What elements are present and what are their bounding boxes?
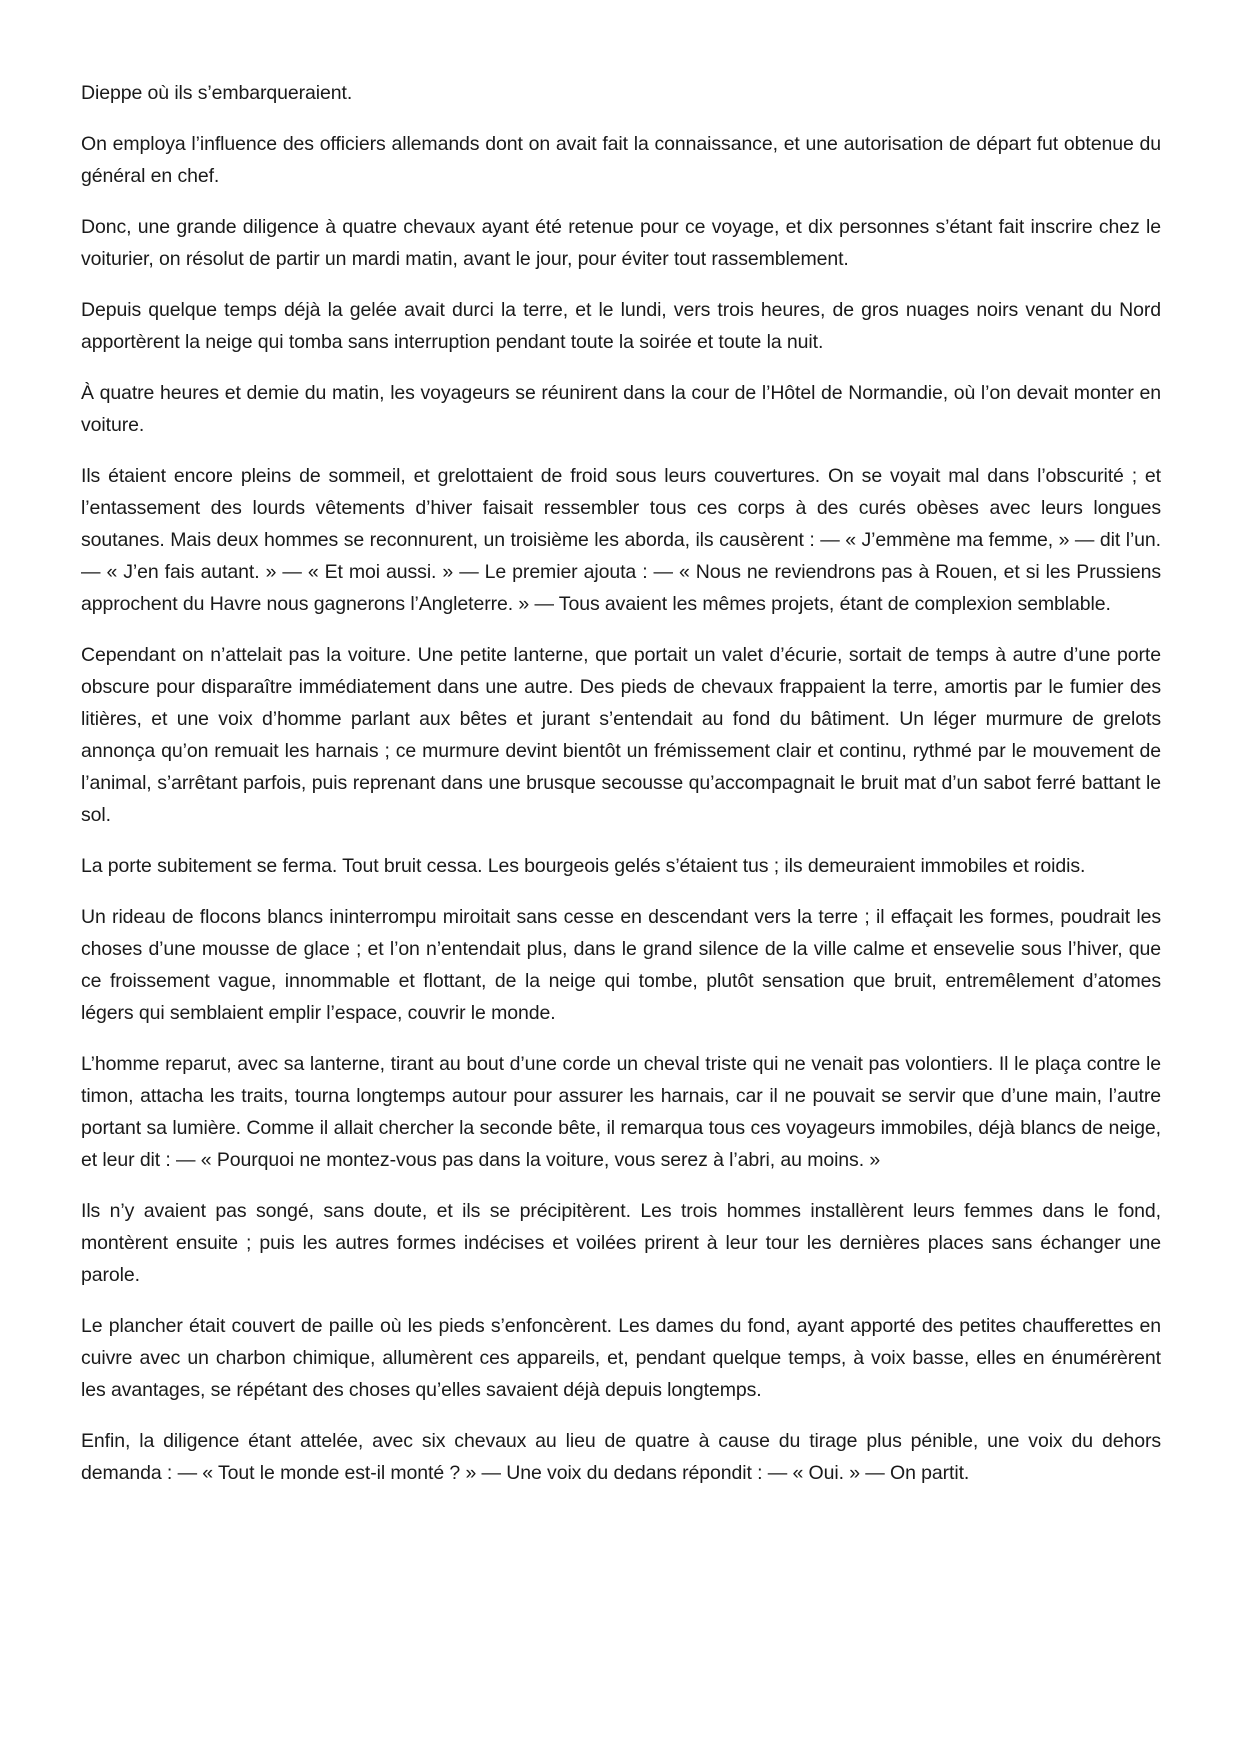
paragraph: Un rideau de flocons blancs ininterrompu miroitait sans cesse en descendant vers la terre ; il effaçait les formes, poudrait les choses d’une mousse de glace ; et l’on n’entendait plus, dans le grand silence de la ville calme et ensevelie sous l’hiver, que ce froissement vague, innommable et flottant, de la neige qui tombe, plutôt sensation que bruit, entremêlement d’atomes légers qui semblaient emplir l’espace, couvrir le monde. [81, 906, 1161, 1024]
paragraph: Depuis quelque temps déjà la gelée avait durci la terre, et le lundi, vers trois heures, de gros nuages noirs venant du Nord apportèrent la neige qui tomba sans interruption pendant toute la soirée et toute la nuit. [81, 299, 1161, 353]
paragraph: Ils étaient encore pleins de sommeil, et grelottaient de froid sous leurs couvertures. On se voyait mal dans l’obscurité ; et l’entassement des lourds vêtements d’hiver faisait ressembler tous ces corps à des curés obèses avec leurs longues soutanes. Mais deux hommes se reconnurent, un troisième les aborda, ils causèrent : — « J’emmène ma femme, » — dit l’un. — « J’en fais autant. » — « Et moi aussi. » — Le premier ajouta : — « Nous ne reviendrons pas à Rouen, et si les Prussiens approchent du Havre nous gagnerons l’Angleterre. » — Tous avaient les mêmes projets, étant de complexion semblable. [81, 465, 1161, 615]
paragraph: On employa l’influence des officiers allemands dont on avait fait la connaissance, et une autorisation de départ fut obtenue du général en chef. [81, 133, 1161, 187]
paragraph: Donc, une grande diligence à quatre chevaux ayant été retenue pour ce voyage, et dix personnes s’étant fait inscrire chez le voiturier, on résolut de partir un mardi matin, avant le jour, pour éviter tout rassemblement. [81, 216, 1161, 270]
paragraph: Enfin, la diligence étant attelée, avec six chevaux au lieu de quatre à cause du tirage plus pénible, une voix du dehors demanda : — « Tout le monde est-il monté ? » — Une voix du dedans répondit : — « Oui. » — On partit. [81, 1430, 1161, 1484]
paragraph: Le plancher était couvert de paille où les pieds s’enfoncèrent. Les dames du fond, ayant apporté des petites chaufferettes en cuivre avec un charbon chimique, allumèrent ces appareils, et, pendant quelque temps, à voix basse, elles en énumérèrent les avantages, se répétant des choses qu’elles savaient déjà depuis longtemps. [81, 1315, 1161, 1401]
paragraph: Dieppe où ils s’embarqueraient. [81, 82, 353, 104]
paragraph: L’homme reparut, avec sa lanterne, tirant au bout d’une corde un cheval triste qui ne venait pas volontiers. Il le plaça contre le timon, attacha les traits, tourna longtemps autour pour assurer les harnais, car il ne pouvait se servir que d’une main, l’autre portant sa lumière. Comme il allait chercher la seconde bête, il remarqua tous ces voyageurs immobiles, déjà blancs de neige, et leur dit : — « Pourquoi ne montez-vous pas dans la voiture, vous serez à l’abri, au moins. » [81, 1053, 1161, 1171]
paragraph: La porte subitement se ferma. Tout bruit cessa. Les bourgeois gelés s’étaient tus ; ils demeuraient immobiles et roidis. [81, 855, 1086, 877]
paragraph: Ils n’y avaient pas songé, sans doute, et ils se précipitèrent. Les trois hommes installèrent leurs femmes dans le fond, montèrent ensuite ; puis les autres formes indécises et voilées prirent à leur tour les dernières places sans échanger une parole. [81, 1200, 1161, 1286]
paragraph: À quatre heures et demie du matin, les voyageurs se réunirent dans la cour de l’Hôtel de Normandie, où l’on devait monter en voiture. [81, 382, 1161, 436]
paragraph: Cependant on n’attelait pas la voiture. Une petite lanterne, que portait un valet d’écurie, sortait de temps à autre d’une porte obscure pour disparaître immédiatement dans une autre. Des pieds de chevaux frappaient la terre, amortis par le fumier des litières, et une voix d’homme parlant aux bêtes et jurant s’entendait au fond du bâtiment. Un léger murmure de grelots annonça qu’on remuait les harnais ; ce murmure devint bientôt un frémissement clair et continu, rythmé par le mouvement de l’animal, s’arrêtant parfois, puis reprenant dans une brusque secousse qu’accompagnait le bruit mat d’un sabot ferré battant le sol. [81, 644, 1161, 826]
body-text [81, 77, 1161, 1489]
